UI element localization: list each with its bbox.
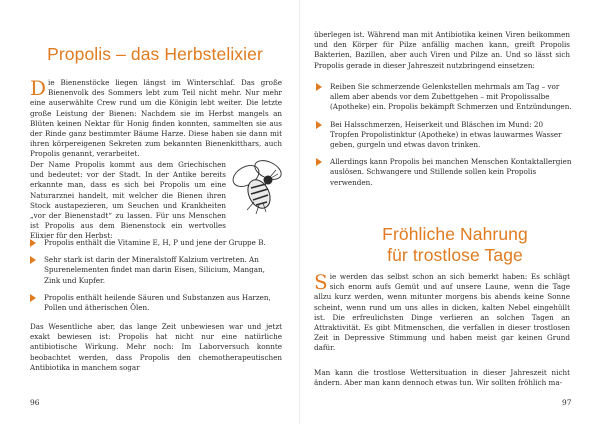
continuation-paragraph: überlegen ist. Während man mit Antibiotika keinen Viren beikommen und den Körper für Pilze anfällig machen kann, greift Propolis Bakterien, Bazillen, aber auch Viren und Pilze an. Und so lässt sich Propolis gerade in dieser Jahreszeit nutzbringend einsetzen: <box>314 30 570 70</box>
list-item: Bei Halsschmerzen, Heiserkeit und Bläschen im Mund: 20 Tropfen Propolistinktur (Apotheke) in etwas lauwarmes Wasser geben, gurgeln und etwas davon trinken. <box>314 120 572 151</box>
list-item: Allerdings kann Propolis bei manchen Menschen Kontaktallergien auslösen. Schwangere und Stillende sollen kein Propolis verwenden. <box>314 157 572 188</box>
page-number-right: 97 <box>562 398 572 407</box>
page-number-left: 96 <box>30 398 40 407</box>
mood-dropcap: S <box>314 270 328 294</box>
intro-dropcap: D <box>30 76 47 100</box>
bullet-triangle-icon <box>316 121 322 129</box>
antibiotic-paragraph: Das Wesentliche aber, das lange Zeit unbewiesen war und jetzt exakt bewiesen ist: Propolis hat nicht nur eine natürliche antibiotische Wirkung. Mehr noch: Im Laborversuch konnte beobachtet werden, dass Propolis den chemotherapeutischen Antibiotika in manchem sogar <box>30 322 282 372</box>
list-item: Reiben Sie schmerzende Gelenkstellen mehrmals am Tag – vor allem aber abends vor dem Zubettgehen – mit Propolissalbe (Apotheke) ein. Propolis bekämpft Schmerzen und Entzündungen. <box>314 82 572 113</box>
list-item: Propolis enthält die Vitamine E, H, P und jene der Gruppe B. <box>28 238 280 248</box>
mood-paragraph <box>314 272 570 354</box>
left-page-title: Propolis – das Herbstelixier <box>47 44 263 64</box>
right-title-line1: Fröhliche Nahrung <box>382 224 528 244</box>
list-item: Propolis enthält heilende Säuren und Substanzen aus Harzen, Pollen und ätherischen Ölen. <box>28 293 280 313</box>
intro-paragraph <box>30 78 282 160</box>
right-bullet-list <box>314 82 572 195</box>
right-page <box>300 0 600 424</box>
intro-text: ie Bienenstöcke liegen längst im Winterschlaf. Das große Bienenvolk des Sommers lebt zum Teil nicht mehr. Nur mehr eine auserwählte Crew rund um die Königin lebt weiter. Die letzte große Leistung der Bienen: Nachdem sie im Herbst mangels an Blüten keinen Nektar für Honig finden konnten, sammelten sie aus der Rinde ganz bestimmter Bäume Harze. Diese haben sie dann mit ihren körpereigenen Sekreten zum bekannten Bienenkitthars, auch Propolis genannt, verarbeitet. <box>30 78 282 159</box>
bullet-triangle-icon <box>316 83 322 91</box>
list-item: Sehr stark ist darin der Mineralstoff Kalzium vertreten. An Spurenelementen findet man darin Eisen, Silicium, Mangan, Zink und Kupfer. <box>28 255 280 286</box>
right-title-line2: für trostlose Tage <box>387 245 523 265</box>
bullet-triangle-icon <box>30 294 36 302</box>
bullet-triangle-icon <box>316 158 322 166</box>
weather-paragraph: Man kann die trostlose Wettersituation in dieser Jahreszeit nicht ändern. Aber man kann dennoch etwas tun. Wir sollten fröhlich ma- <box>314 368 570 388</box>
bullet-triangle-icon <box>30 256 36 264</box>
bullet-triangle-icon <box>30 239 36 247</box>
left-bullet-list <box>28 238 280 320</box>
propolis-name-paragraph: Der Name Propolis kommt aus dem Griechischen und bedeutet: vor der Stadt. In der Antike bereits erkannte man, dass es sich bei Propolis um eine Naturarznei handelt, mit welcher die Bienen ihren Stock austapezieren, um Seuchen und Krankheiten „vor der Bienenstadt“ zu lassen. Für uns Menschen ist Propolis aus dem Bienenstock ein wertvolles Elixier für den Herbst: <box>30 160 226 241</box>
right-page-title <box>320 224 590 266</box>
mood-text: ie werden das selbst schon an sich bemerkt haben: Es schlägt sich enorm aufs Gemüt und auf unsere Laune, wenn die Tage allzu kurz werden, wenn mitunter morgens bis abends keine Sonne scheint, wenn rund um uns alles in dicken, kalten Nebel eingehüllt ist. Die erfreulichsten Dinge verlieren an solchen Tagen an Attraktivität. Es gibt Mitmenschen, die verfallen in dieser trostlosen Zeit in Depressive Stimmung und haben meist gar keinen Grund dafür. <box>314 272 570 353</box>
bee-icon <box>232 158 286 216</box>
